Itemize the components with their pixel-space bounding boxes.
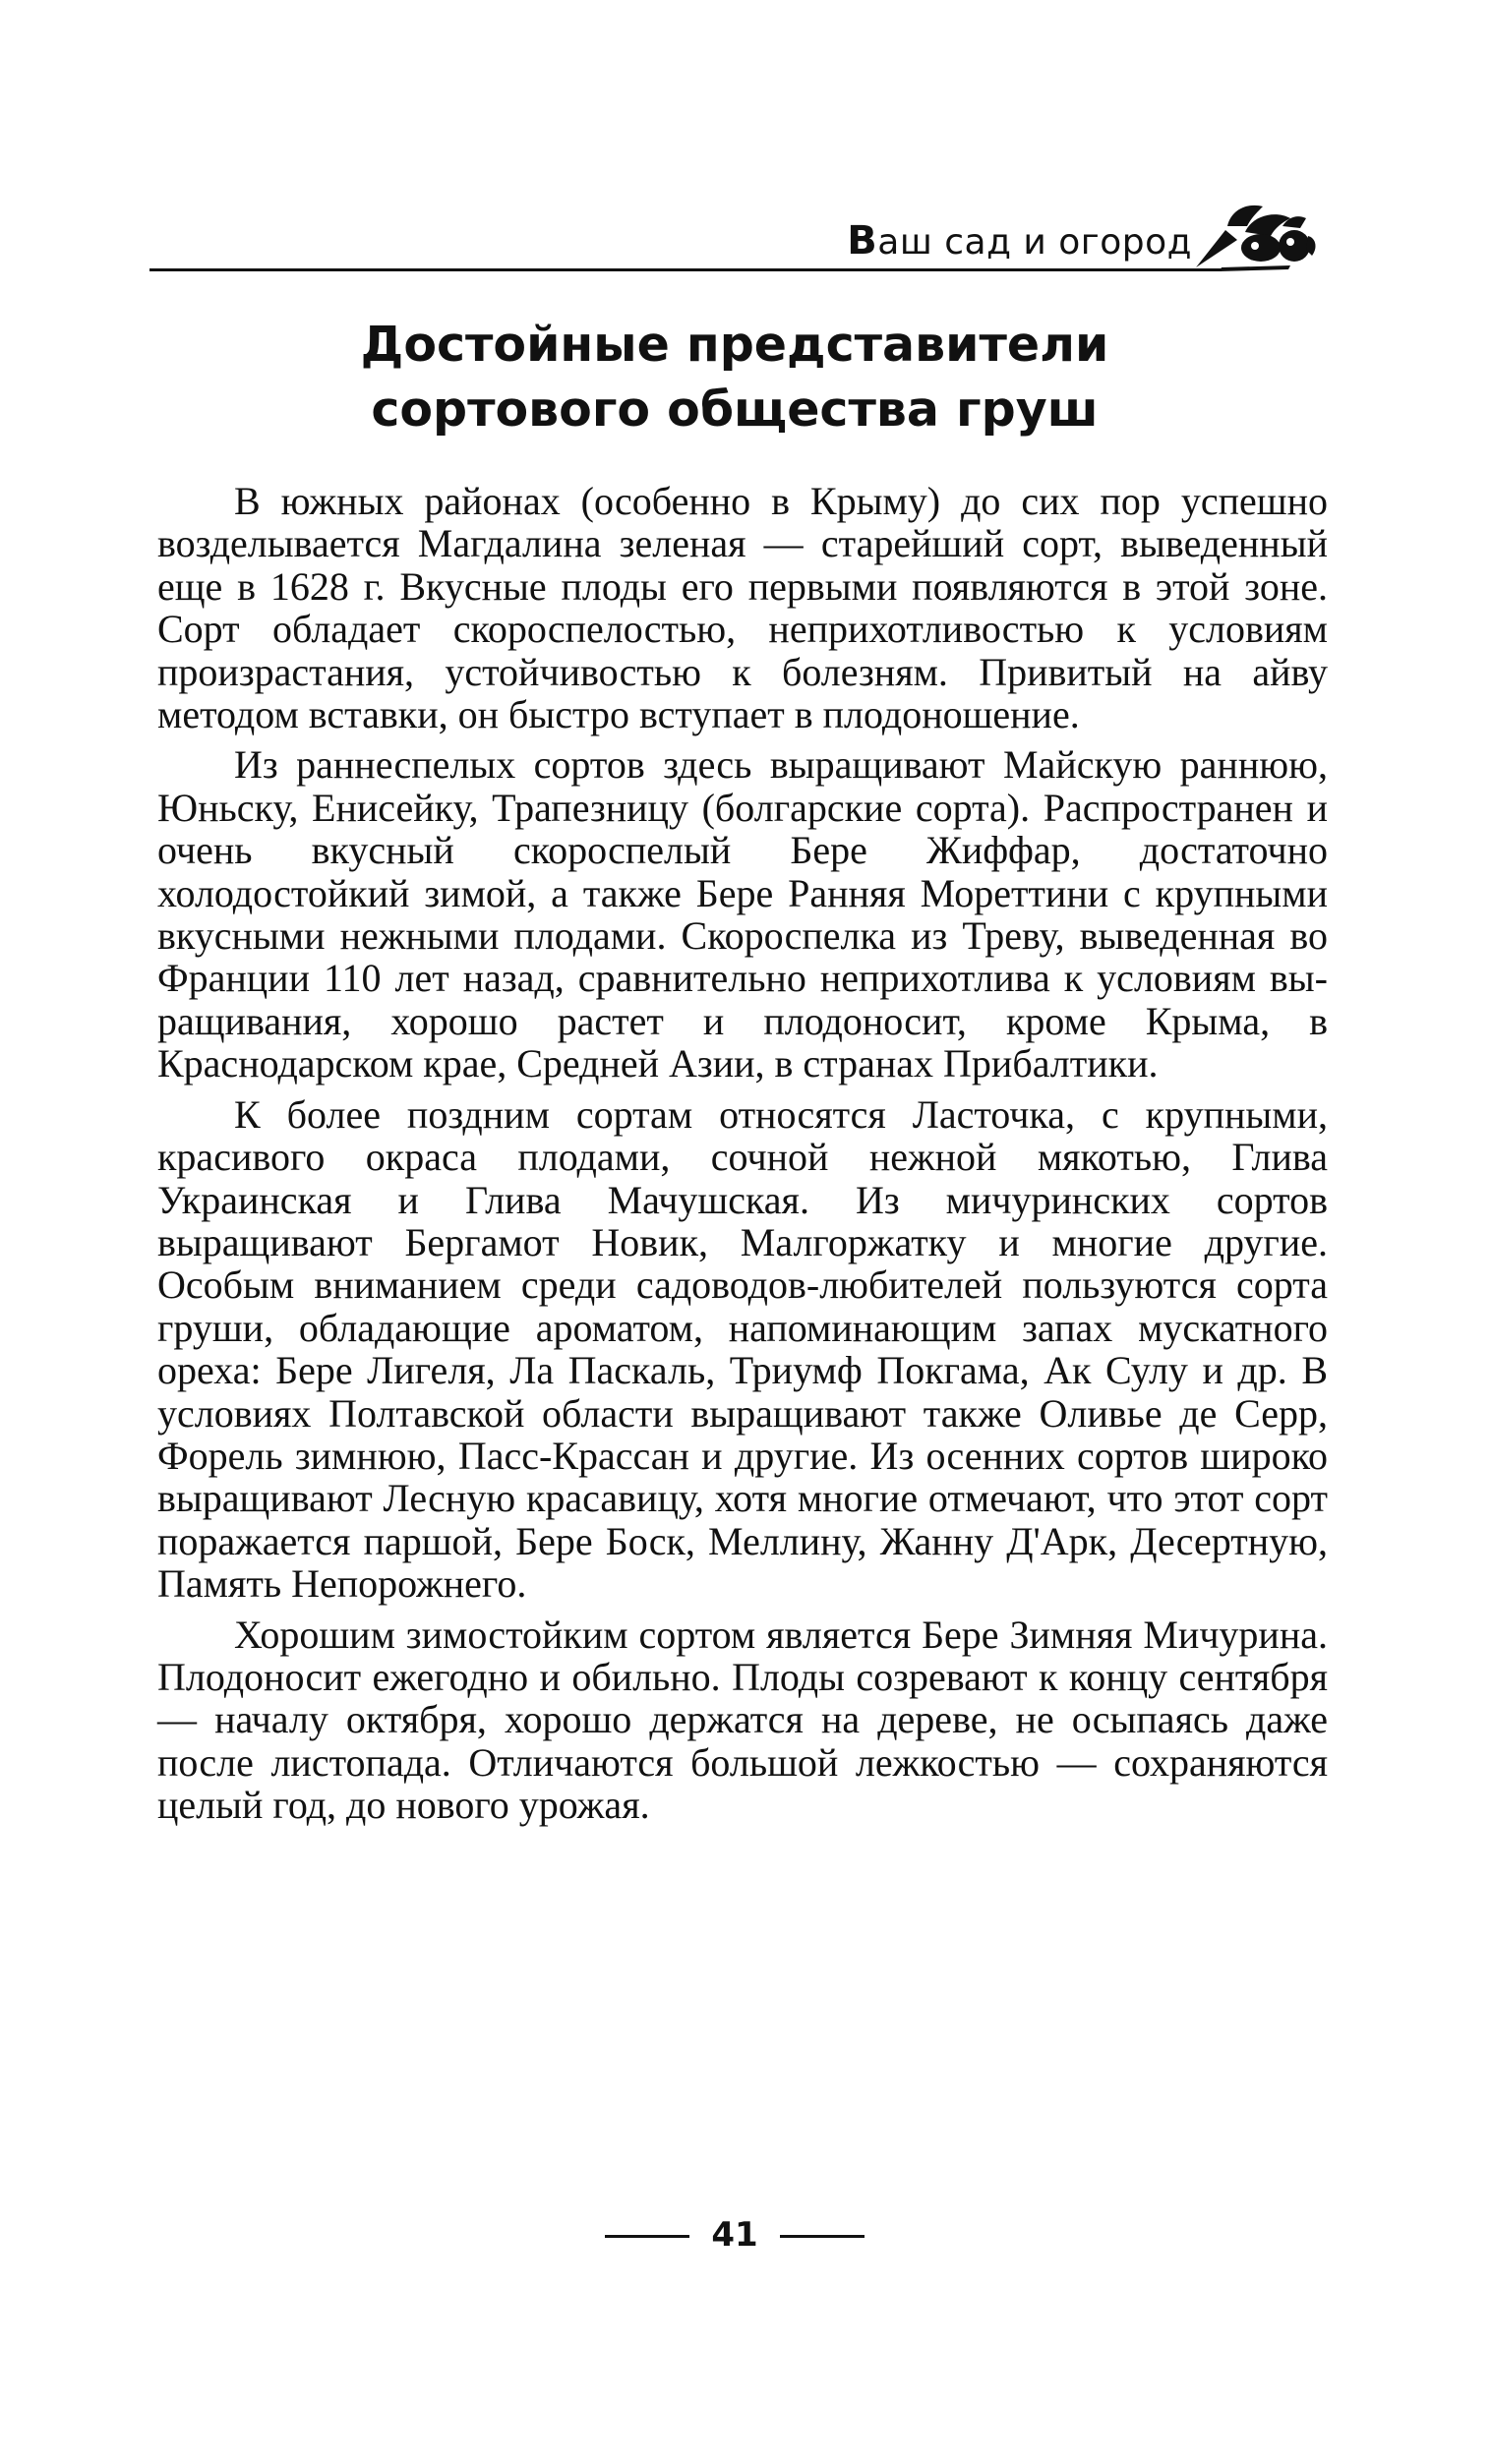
article-title [149,313,1320,442]
page-number: 41 [711,2215,758,2255]
header-rule [149,268,1222,271]
running-header-rest: аш сад и огород [877,222,1192,263]
garden-vignette-icon [1192,197,1320,271]
running-header-initial: В [847,218,878,264]
folio-right-dash [780,2235,865,2238]
article-body [157,480,1328,1835]
folio-left-dash [605,2235,689,2238]
paragraph-4: Хорошим зимостойким сортом является Бере Зимняя Мичурина. Плодоносит ежегодно и обильно. Плоды созревают к концу сентября — началу октября, хорошо держатся на дереве, не осыпаясь даже после листопада. Отличаются большой лежкостью — сохраняются целый год, до нового урожая. [157,1612,1328,1828]
page-footer [149,2210,1320,2259]
paragraph-1: В южных районах (особенно в Крыму) до сих пор успешно возделывается Магдалина зеленая — старейший сорт, выведенный еще в 1628 г. Вкусные плоды его первыми появляются в этой зоне. Сорт обладает скороспелостью, неприхотливостью к условиям произрастания, устойчивостью к болезням. Привитый на айву методом вставки, он быстро вступает в плодоношение. [157,479,1328,737]
running-header-text [847,218,1192,264]
article-title-line-1: Достойные представители [360,317,1109,373]
running-header [149,197,1320,271]
article-title-line-2: сортового общества груш [371,381,1099,438]
paragraph-2: Из раннеспелых сортов здесь выращивают Майскую раннюю, Юньску, Енисейку, Трапезницу (болгарские сорта). Распространен и очень вкусный скороспелый Бере Жиффар, достаточно холодостойкий зимой, а также Бере Ранняя Мореттини с крупными вкусными нежными плодами. Скороспелка из Треву, выведенная во Франции 110 лет назад, сравнительно неприхотлива к условиям выращивания, хорошо растет и плодоносит, кроме Крыма, в Краснодарском крае, Средней Азии, в странах Прибалтики. [157,742,1328,1086]
paragraph-3: К более поздним сортам относятся Ласточка, с крупными, красивого окраса плодами, сочной нежной мякотью, Глива Украинская и Глива Мачушская. Из мичуринских сортов выращивают Бергамот Новик, Малгоржатку и многие другие. Особым вниманием среди садоводов-любителей пользуются сорта груши, обладающие ароматом, напоминающим запах мускатного ореха: Бере Лигеля, Ла Паскаль, Триумф Покгама, Ак Сулу и др. В условиях Полтавской области выращивают также Оливье де Серр, Форель зимнюю, Пасс-Крассан и другие. Из осенних сортов широко выращивают Лесную красавицу, хотя многие отмечают, что этот сорт поражается паршой, Бере Боск, Меллину, Жанну Д'Арк, Десертную, Память Непорожнего. [157,1091,1328,1607]
